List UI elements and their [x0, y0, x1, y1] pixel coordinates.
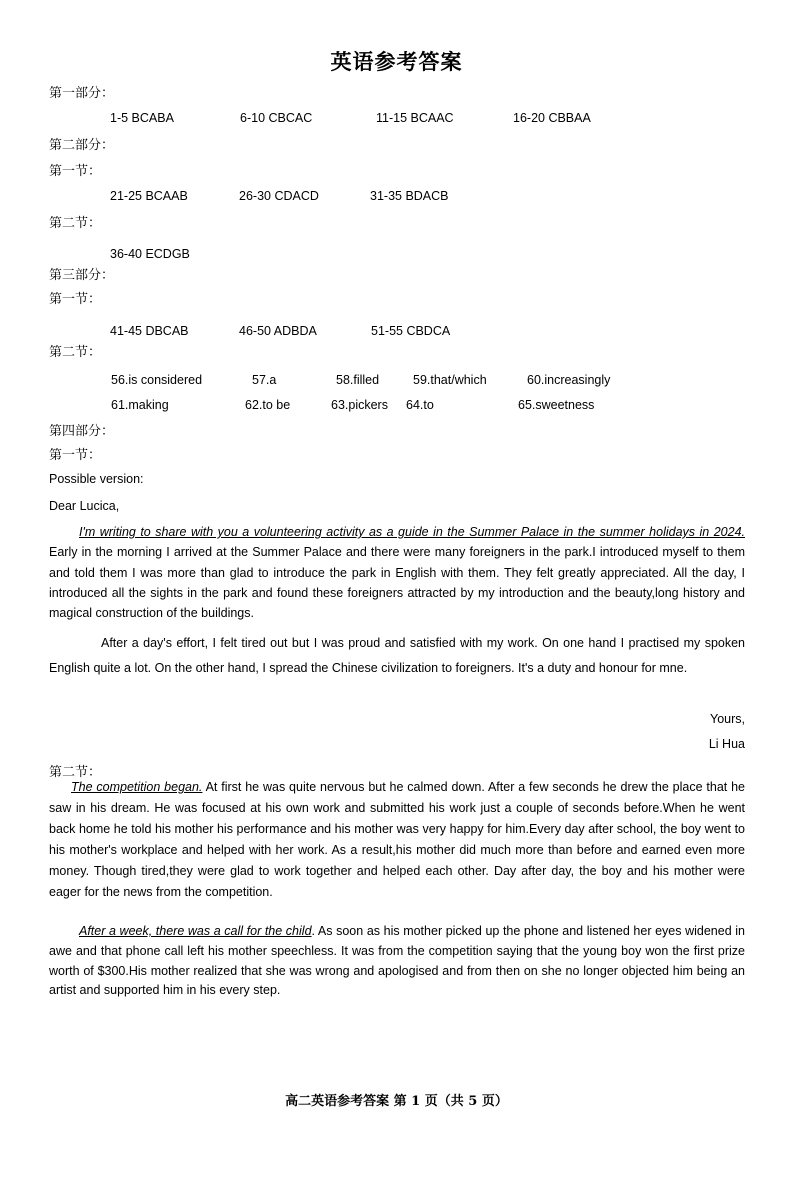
part3-sec1-label: 第一节： [49, 291, 102, 306]
salutation: Dear Lucica, [49, 499, 120, 513]
part3-label: 第三部分： [49, 267, 115, 282]
answer-group: 16-20 CBBAA [513, 111, 591, 125]
answer-item: 59.that/which [413, 373, 487, 387]
answer-item: 61.making [111, 398, 169, 412]
story-paragraph [49, 922, 745, 1001]
answer-group: 6-10 CBCAC [240, 111, 313, 125]
part4-label: 第四部分： [49, 423, 115, 438]
answer-group: 51-55 CBDCA [371, 324, 451, 338]
part1-label: 第一部分： [49, 85, 115, 100]
letter-signature: Li Hua [708, 737, 745, 751]
answer-group: 46-50 ADBDA [239, 324, 317, 338]
answer-group: 11-15 BCAAC [376, 111, 454, 125]
part2-sec2-label: 第二节： [49, 215, 102, 230]
answer-item: 57.a [252, 373, 277, 387]
answer-group: 1-5 BCABA [110, 111, 174, 125]
answer-group: 41-45 DBCAB [110, 324, 189, 338]
answer-item: 62.to be [245, 398, 291, 412]
part4-sec1-label: 第一节： [49, 447, 102, 462]
answer-item: 63.pickers [331, 398, 388, 412]
answer-item: 64.to [406, 398, 434, 412]
underlined-opening-sentence: The competition began. [71, 780, 203, 794]
answer-item: 65.sweetness [518, 398, 595, 412]
answer-group: 31-35 BDACB [370, 189, 449, 203]
paragraph-text: Early in the morning I arrived at the Summer Palace and there were many foreigners in the park.I introduced myself to them and told them I was more than glad to introduce the park in English with them. They felt greatly appreciated. All the day, I introduced all the sights in the park and found these foreigners attracted by my introduction and the beauty,long history and magical construction of the buildings. [49, 545, 745, 621]
answer-group: 26-30 CDACD [239, 189, 319, 203]
answer-group: 36-40 ECDGB [110, 247, 190, 261]
part4-sec2-label: 第二节： [49, 764, 102, 779]
answer-item: 56.is considered [111, 373, 203, 387]
underlined-opening-sentence: After a week, there was a call for the child [79, 924, 312, 938]
letter-closing: Yours, [710, 712, 745, 726]
paragraph-text: . As soon as his mother picked up the phone and listened her eyes widened in awe and that phone call left his mother speechless. It was from the competition saying that the young boy won the first prize worth of $300.His mother realized that she was wrong and apologised and from then on she no longer objected him being an artist and supported him in his every step. [49, 924, 745, 998]
letter-paragraph [49, 522, 745, 623]
part2-sec1-label: 第一节： [49, 163, 102, 178]
underlined-opening-sentence: I'm writing to share with you a volunteering activity as a guide in the Summer Palace in the summer holidays in 2024. [79, 525, 745, 539]
paragraph-text: At first he was quite nervous but he calmed down. After a few seconds he drew the place that he saw in his dream. He was focused at his own work and submitted his work just a couple of seconds before.When he went back home he told his mother his performance and his mother was very happy for him.Every day after school, the boy went to his mother's workplace and helped with her work. As a result,his mother did much more than before and earned even more money. Though tired,they were glad to work together and helped each other. Day after day, the boy and his mother were eager for the news from the competition. [49, 780, 745, 899]
answer-item: 60.increasingly [527, 373, 611, 387]
story-paragraph [49, 777, 745, 903]
part3-sec2-label: 第二节： [49, 344, 102, 359]
letter-paragraph: After a day's effort, I felt tired out but I was proud and satisfied with my work. On one hand I practised my spoken English quite a lot. On the other hand, I spread the Chinese civilization to foreigners. It's a duty and honour for mne. [49, 636, 745, 675]
possible-version-label: Possible version: [49, 472, 144, 486]
page-title: 英语参考答案 [330, 49, 463, 74]
page-footer: 高二英语参考答案 第 1 页（共 5 页） [285, 1094, 508, 1109]
answer-item: 58.filled [336, 373, 380, 387]
part2-label: 第二部分： [49, 137, 115, 152]
answer-group: 21-25 BCAAB [110, 189, 188, 203]
